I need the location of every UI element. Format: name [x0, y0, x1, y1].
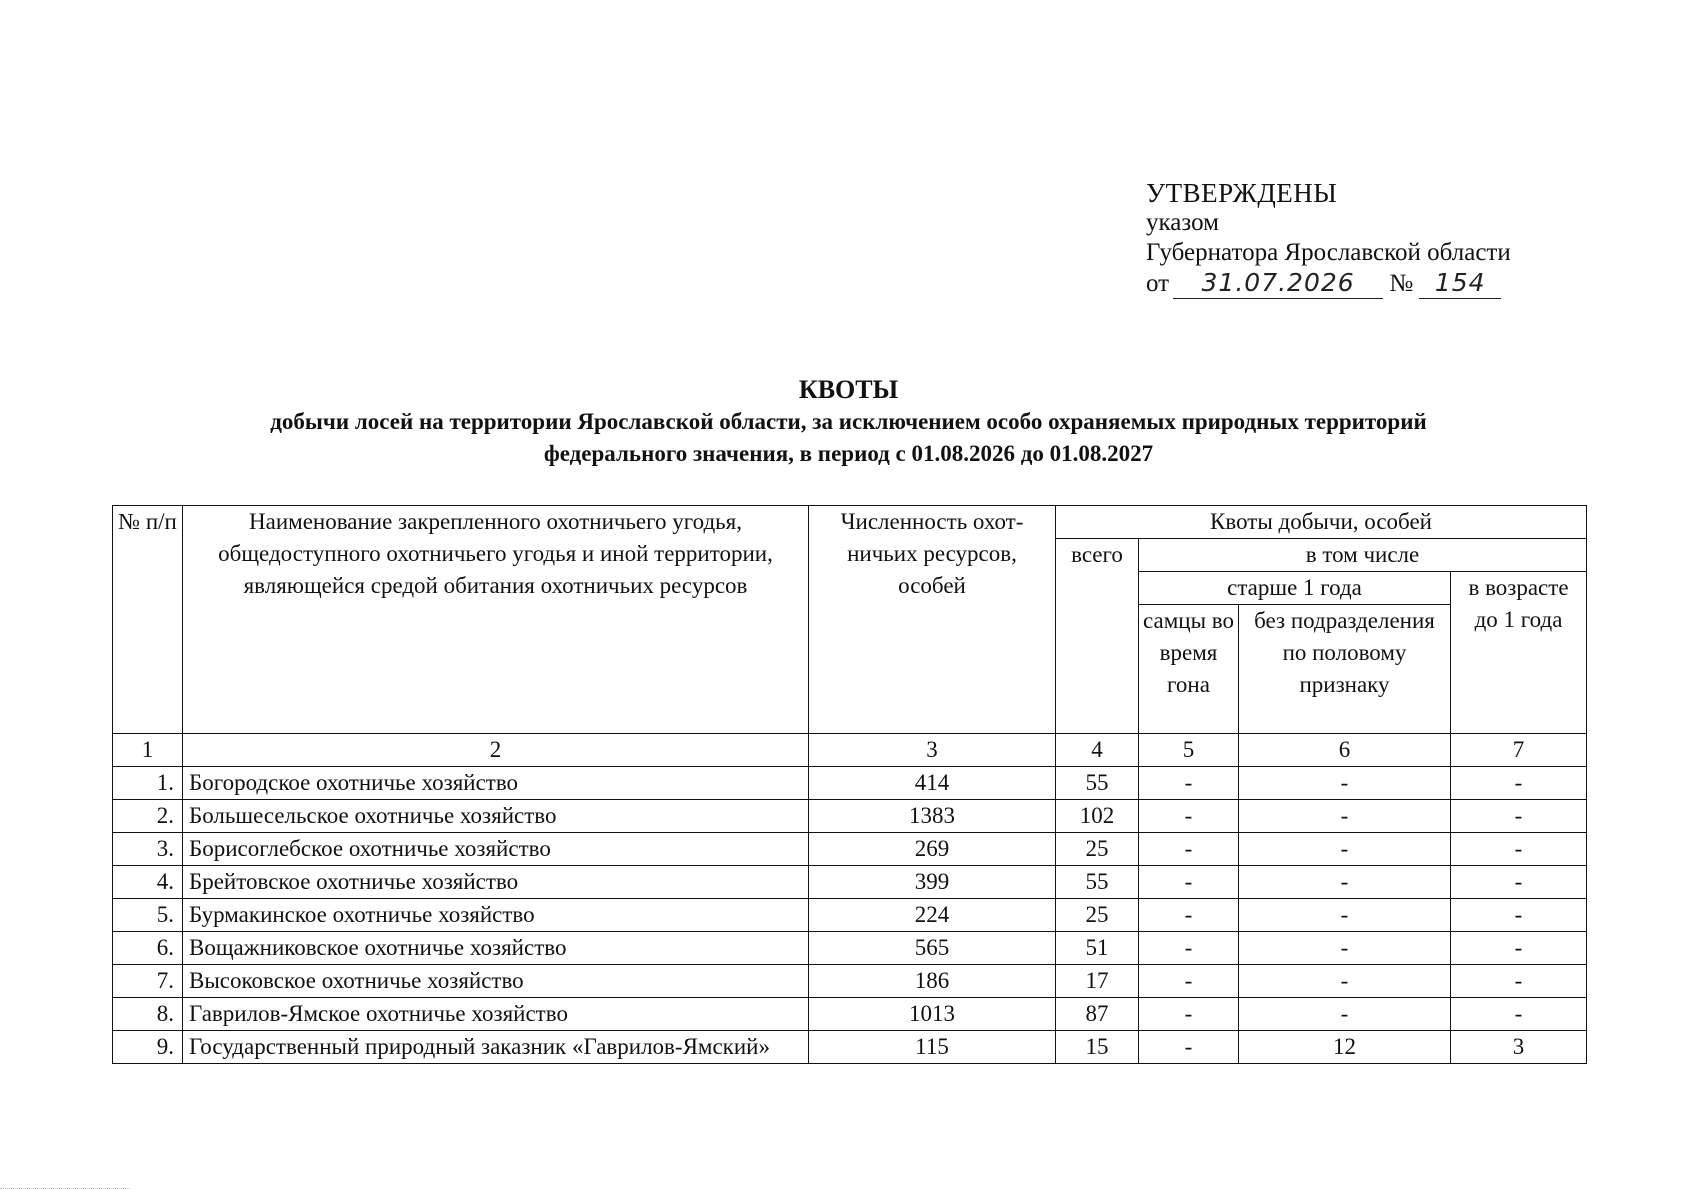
row-number: 9.: [113, 1031, 183, 1064]
row-under-one: -: [1451, 899, 1587, 932]
row-territory-name: Вощажниковское охотничье хозяйство: [183, 932, 809, 965]
row-population: 414: [809, 767, 1056, 800]
row-under-one: -: [1451, 965, 1587, 998]
column-number: 3: [809, 734, 1056, 767]
row-quota-total: 17: [1056, 965, 1139, 998]
row-number: 1.: [113, 767, 183, 800]
column-number: 1: [113, 734, 183, 767]
row-quota-total: 102: [1056, 800, 1139, 833]
row-males-rut: -: [1139, 833, 1239, 866]
row-population: 186: [809, 965, 1056, 998]
row-number: 3.: [113, 833, 183, 866]
row-no-sex-division: -: [1239, 767, 1451, 800]
row-males-rut: -: [1139, 899, 1239, 932]
header-no-sex-division: без подразделения по половому признаку: [1239, 605, 1451, 734]
column-number: 2: [183, 734, 809, 767]
row-population: 1383: [809, 800, 1056, 833]
from-label: от: [1146, 270, 1170, 297]
approved-label: УТВЕРЖДЕНЫ: [1146, 178, 1338, 208]
row-under-one: -: [1451, 998, 1587, 1031]
row-number: 4.: [113, 866, 183, 899]
row-territory-name: Брейтовское охотничье хозяйство: [183, 866, 809, 899]
approval-stamp: [1146, 178, 1511, 299]
header-under-one: в возрасте до 1 года: [1451, 572, 1587, 734]
column-number-row: [113, 734, 1587, 767]
row-population: 1013: [809, 998, 1056, 1031]
number-sign: №: [1389, 270, 1414, 297]
row-under-one: -: [1451, 866, 1587, 899]
table-row: [113, 833, 1587, 866]
header-males-rut: самцы во время гона: [1139, 605, 1239, 734]
row-no-sex-division: -: [1239, 866, 1451, 899]
row-no-sex-division: 12: [1239, 1031, 1451, 1064]
row-population: 565: [809, 932, 1056, 965]
decree-label: указом: [1146, 209, 1219, 236]
column-number: 4: [1056, 734, 1139, 767]
title-heading: КВОТЫ: [798, 375, 899, 404]
row-territory-name: Высоковское охотничье хозяйство: [183, 965, 809, 998]
row-males-rut: -: [1139, 1031, 1239, 1064]
handwritten-date: 31.07.2026: [1173, 268, 1383, 299]
row-quota-total: 55: [1056, 767, 1139, 800]
header-quotas: Квоты добычи, особей: [1056, 506, 1587, 539]
table-row: [113, 1031, 1587, 1064]
header-num: № п/п: [113, 506, 183, 734]
row-males-rut: -: [1139, 965, 1239, 998]
row-no-sex-division: -: [1239, 932, 1451, 965]
table-header: [113, 506, 1587, 767]
row-quota-total: 87: [1056, 998, 1139, 1031]
row-number: 8.: [113, 998, 183, 1031]
row-quota-total: 55: [1056, 866, 1139, 899]
row-under-one: -: [1451, 932, 1587, 965]
table-body: [113, 767, 1587, 1064]
row-under-one: 3: [1451, 1031, 1587, 1064]
row-no-sex-division: -: [1239, 998, 1451, 1031]
row-territory-name: Государственный природный заказник «Гаврилов-Ямский»: [183, 1031, 809, 1064]
header-population: Численность охот- ничьих ресурсов, особей: [809, 506, 1056, 734]
row-under-one: -: [1451, 833, 1587, 866]
column-number: 7: [1451, 734, 1587, 767]
quotas-table: [112, 505, 1587, 1064]
row-population: 115: [809, 1031, 1056, 1064]
header-name: Наименование закрепленного охотничьего угодья, общедоступного охотничьего угодья и иной территории, являющейся средой обитания охотничьих ресурсов: [183, 506, 809, 734]
decree-date-line: [1146, 268, 1511, 299]
row-quota-total: 25: [1056, 833, 1139, 866]
title-line-1: добычи лосей на территории Ярославской области, за исключением особо охраняемых природных территорий: [270, 409, 1427, 434]
column-number: 6: [1239, 734, 1451, 767]
row-number: 6.: [113, 932, 183, 965]
row-under-one: -: [1451, 767, 1587, 800]
row-territory-name: Борисоглебское охотничье хозяйство: [183, 833, 809, 866]
row-males-rut: -: [1139, 998, 1239, 1031]
document-title: [0, 374, 1697, 470]
table-row: [113, 800, 1587, 833]
row-under-one: -: [1451, 800, 1587, 833]
row-territory-name: Богородское охотничье хозяйство: [183, 767, 809, 800]
row-quota-total: 51: [1056, 932, 1139, 965]
row-no-sex-division: -: [1239, 965, 1451, 998]
governor-label: Губернатора Ярославской области: [1146, 239, 1511, 266]
table-row: [113, 899, 1587, 932]
row-males-rut: -: [1139, 800, 1239, 833]
row-territory-name: Большесельское охотничье хозяйство: [183, 800, 809, 833]
table-row: [113, 866, 1587, 899]
table-row: [113, 965, 1587, 998]
row-males-rut: -: [1139, 866, 1239, 899]
title-line-2: федерального значения, в период с 01.08.2026 до 01.08.2027: [543, 441, 1154, 466]
row-territory-name: Бурмакинское охотничье хозяйство: [183, 899, 809, 932]
row-number: 2.: [113, 800, 183, 833]
row-no-sex-division: -: [1239, 833, 1451, 866]
row-population: 399: [809, 866, 1056, 899]
header-total: всего: [1056, 539, 1139, 734]
row-no-sex-division: -: [1239, 800, 1451, 833]
table-row: [113, 932, 1587, 965]
row-males-rut: -: [1139, 932, 1239, 965]
scan-artifact: [0, 1188, 130, 1189]
handwritten-number: 154: [1419, 268, 1501, 299]
row-quota-total: 15: [1056, 1031, 1139, 1064]
header-including: в том числе: [1139, 539, 1587, 572]
row-males-rut: -: [1139, 767, 1239, 800]
row-population: 269: [809, 833, 1056, 866]
row-number: 7.: [113, 965, 183, 998]
row-population: 224: [809, 899, 1056, 932]
table-row: [113, 998, 1587, 1031]
header-older: старше 1 года: [1139, 572, 1451, 605]
row-number: 5.: [113, 899, 183, 932]
row-quota-total: 25: [1056, 899, 1139, 932]
column-number: 5: [1139, 734, 1239, 767]
row-no-sex-division: -: [1239, 899, 1451, 932]
table-row: [113, 767, 1587, 800]
row-territory-name: Гаврилов-Ямское охотничье хозяйство: [183, 998, 809, 1031]
